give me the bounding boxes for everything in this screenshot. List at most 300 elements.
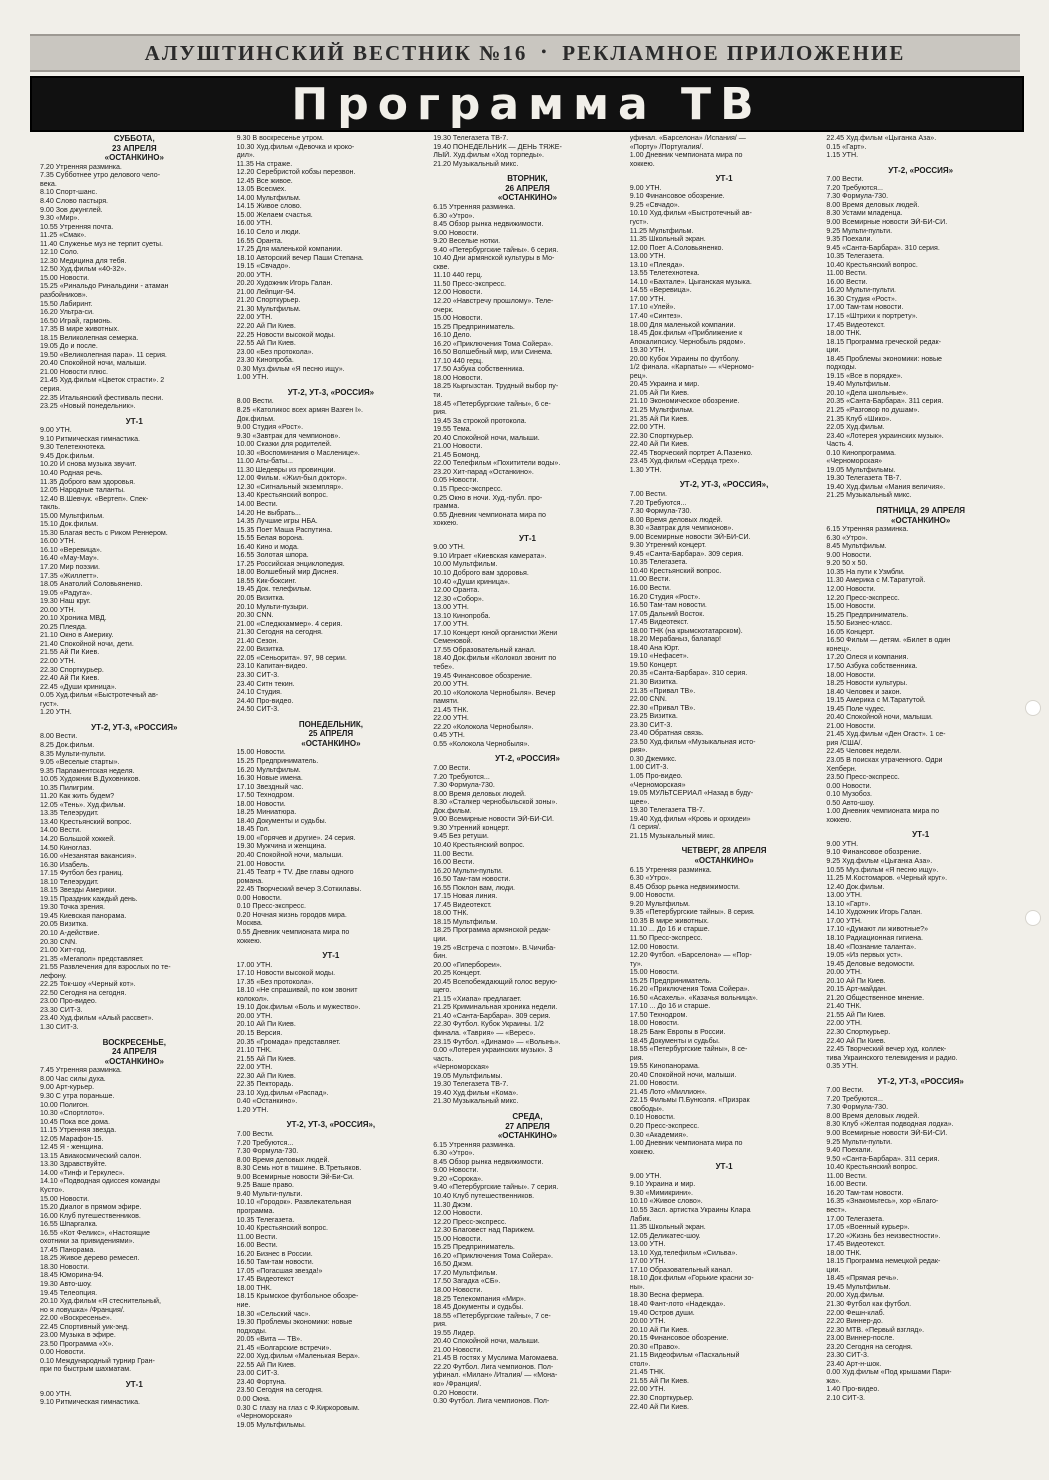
schedule-entry: 17.10 Образовательный канал. <box>629 1265 733 1274</box>
schedule-heading: УТ-1 <box>715 1162 733 1172</box>
schedule-entry: 19.15 Праздник каждый день. <box>40 894 138 903</box>
schedule-entry: 21.15 Видеофильм «Пасхальный <box>629 1351 740 1360</box>
schedule-entry: 16.10 «Веревица». <box>40 545 102 554</box>
schedule-entry: 20.00 Кубок Украины по футболу. <box>629 354 740 363</box>
schedule-entry: 14.15 Живое слово. <box>236 202 302 211</box>
schedule-entry: 10.40 Крестьянский вопрос. <box>826 1163 918 1172</box>
schedule-entry: 13.00 УТН. <box>629 252 666 261</box>
schedule-heading: «ОСТАНКИНО» <box>891 515 951 525</box>
schedule-entry: 7.35 Субботнее утро делового чело- <box>40 171 161 180</box>
schedule-entry: 22.30 Спорткурьер. <box>629 1393 694 1402</box>
schedule-entry: 15.00 Новости. <box>433 1234 483 1243</box>
schedule-entry: 22.35 Пекторадь. <box>236 1080 294 1089</box>
schedule-entry: 18.20 Мерабаныз, балапар! <box>629 635 722 644</box>
schedule-entry: 22.30 Спорткурьер. <box>826 1027 891 1036</box>
schedule-entry: 1.20 УТН. <box>236 1105 269 1114</box>
schedule-entry: 11.20 Как жить будем? <box>40 792 115 801</box>
schedule-entry: 10.45 Пока все дома. <box>40 1117 110 1126</box>
schedule-entry: 19.30 УТН. <box>629 346 666 355</box>
schedule-entry: 14.20 Большой хоккей. <box>40 834 116 843</box>
schedule-entry: 9.45 Док.фильм. <box>40 451 95 460</box>
schedule-entry: 18.30 Весна фермера. <box>629 1291 704 1300</box>
schedule-entry: 7.00 Вести. <box>826 175 864 184</box>
schedule-heading: ВТОРНИК, <box>507 174 548 184</box>
schedule-entry: 12.20 Серебристой кобзы перезвон. <box>236 168 356 177</box>
schedule-entry: 18.40 Ана Юрт. <box>629 643 680 652</box>
schedule-entry: 12.30 Медицина для тебя. <box>40 256 127 265</box>
schedule-entry: 17.25 Для маленькой компании. <box>236 245 343 254</box>
schedule-entry: 16.30 Изабель. <box>40 860 90 869</box>
schedule-entry: 20.15 Финансовое обозрение. <box>629 1334 729 1343</box>
schedule-entry: 19.05 До и после. <box>40 342 98 351</box>
schedule-entry: 23.50 Сегодня на сегодня. <box>236 1386 323 1395</box>
schedule-entry: 9.20 Мультфильм. <box>629 899 690 908</box>
schedule-entry: 23.20 Хит-парад «Останкино». <box>433 467 534 476</box>
schedule-entry: 9.30 «Мир». <box>40 214 80 223</box>
schedule-entry: 20.00 Худ.фильм. <box>826 1291 885 1300</box>
schedule-entry: 16.10 Село и люди. <box>236 228 301 237</box>
schedule-entry: 11.00 Вести. <box>433 849 474 858</box>
schedule-entry: 18.00 Волшебный мир Диснея. <box>236 568 339 577</box>
schedule-entry: 19.45 Телеопция. <box>40 1288 98 1297</box>
schedule-entry: 10.30 «Воспоминания о Масленице». <box>236 448 360 457</box>
schedule-entry: 10.00 Сказки для родителей. <box>236 440 332 449</box>
schedule-entry: 9.00 УТН. <box>40 426 72 435</box>
schedule-entry: 12.40 В.Шевчук. «Вертеп». Спек- <box>40 494 149 503</box>
schedule-entry: 0.30 Джемикс. <box>629 754 677 763</box>
schedule-entry: 15.25 Предприниматель. <box>433 322 515 331</box>
schedule-entry: 18.40 Фант-лото «Надежда». <box>629 1299 726 1308</box>
schedule-entry: «Черноморская» <box>433 1063 489 1072</box>
schedule-entry: 18.15 Программа греческой редак- <box>826 337 942 346</box>
schedule-entry: 20.40 Спокойной ночи, малыши. <box>629 1070 737 1079</box>
schedule-entry: 7.20 Требуются... <box>629 498 687 507</box>
schedule-entry: 19.45 Мультфильм. <box>826 1282 891 1291</box>
schedule-entry: 11.15 Утренняя звезда. <box>40 1126 117 1135</box>
schedule-entry: 2.10 СИТ-3. <box>826 1393 865 1402</box>
schedule-entry: 17.50 Азбука собственника. <box>433 365 525 374</box>
schedule-entry: 23.50 Пресс-экспресс. <box>826 773 900 782</box>
schedule-entry: 22.00 Визитка. <box>236 645 285 654</box>
schedule-entry: 8.30 Устами младенца. <box>826 209 903 218</box>
schedule-entry: 21.35 «Мегапол» представляет. <box>40 954 144 963</box>
schedule-entry: 0.00 Худ.фильм «Под крышами Пари- <box>826 1368 952 1377</box>
schedule-heading: 25 АПРЕЛЯ <box>308 729 354 739</box>
schedule-entry: 21.45 Худ.фильм «Ден Огаст». 1 се- <box>826 730 946 739</box>
schedule-entry: 19.15 «Все в порядке». <box>826 371 903 380</box>
schedule-entry: 0.55 Дневник чемпионата мира по <box>236 927 350 936</box>
schedule-entry: 16.50 Волшебный мир, или Синема. <box>433 348 553 357</box>
schedule-entry: 6.30 «Утро». <box>826 533 868 542</box>
schedule-entry: 22.45 Творческий вечер З.Соткилавы. <box>236 885 362 894</box>
schedule-heading: УТ-2, УТ-3, «РОССИЯ» <box>877 1076 964 1086</box>
schedule-entry: 0.20 Пресс-экспресс. <box>629 1121 700 1130</box>
schedule-entry: 18.25 Миниатюра. <box>236 808 297 817</box>
schedule-entry: 18.15 Звезды Америки. <box>40 886 117 895</box>
schedule-entry: 16.00 Клуб путешественников. <box>40 1211 141 1220</box>
schedule-entry: 18.30 Новости. <box>40 1262 90 1271</box>
schedule-entry: 10.05 Художник В.Духовников. <box>40 775 141 784</box>
schedule-entry: 9.45 «Санта-Барбара». 310 серия. <box>826 243 940 252</box>
schedule-heading: УТ-2, УТ-3, «РОССИЯ» <box>287 387 375 397</box>
schedule-entry: 18.00 Новости. <box>433 1286 483 1295</box>
schedule-entry: 22.00 УТН. <box>236 313 273 322</box>
schedule-entry: хоккею. <box>433 519 459 528</box>
schedule-entry: при по быстрым шахматам. <box>40 1365 132 1374</box>
schedule-entry: 20.00 УТН. <box>236 1011 273 1020</box>
schedule-entry: 9.35 Поехали. <box>826 235 873 244</box>
schedule-entry: Апокалипсису. Чернобыль рядом». <box>629 337 746 346</box>
schedule-entry: колокол». <box>236 994 269 1003</box>
schedule-entry: 19.30 Авто-шоу. <box>40 1280 92 1289</box>
schedule-entry: 18.00 ТНК. <box>236 1283 272 1292</box>
schedule-entry: 20.10 Ай Пи Киев. <box>236 1020 296 1029</box>
schedule-entry: 9.00 Всемирные новости ЭЙ-БИ-СИ. <box>826 217 948 226</box>
schedule-entry: 11.40 Служенье муз не терпит суеты. <box>40 239 163 248</box>
schedule-entry: 8.45 Обзор рынка недвижимости. <box>629 882 740 891</box>
schedule-entry: 23.25 «Новый понедельник». <box>40 402 136 411</box>
schedule-entry: 12.40 Док.фильм. <box>826 882 885 891</box>
schedule-entry: такль. <box>40 503 61 512</box>
schedule-entry: 1/2 финала. «Карпаты» — «Черномо- <box>629 363 754 372</box>
schedule-entry: 0.10 Международный турнир Гран- <box>40 1356 155 1365</box>
schedule-entry: 23.50 Худ.фильм «Музыкальная исто- <box>629 737 756 746</box>
schedule-entry: 24.50 СИТ-3. <box>236 705 280 714</box>
schedule-entry: 16.00 Вести. <box>629 583 671 592</box>
schedule-entry: 18.40 Док.фильм «Колокол звонит по <box>433 654 557 663</box>
schedule-entry: 12.05 Народные таланты. <box>40 486 126 495</box>
schedule-entry: 18.30 «Сельский час». <box>236 1309 311 1318</box>
schedule-entry: рец». <box>629 371 648 380</box>
schedule-entry: 16.00 УТН. <box>236 219 273 228</box>
schedule-entry: 21.45 Лото «Миллион». <box>629 1087 707 1096</box>
schedule-entry: 21.45 ТНК. <box>433 705 469 714</box>
schedule-entry: 7.30 Формула-730. <box>433 781 495 790</box>
schedule-entry: 18.15 Великолепная семерка. <box>40 333 139 342</box>
schedule-entry: 9.25 «Свчадо». <box>629 200 680 209</box>
schedule-entry: 7.20 Утренняя разминка. <box>40 162 122 171</box>
schedule-entry: 13.00 УТН. <box>826 891 863 900</box>
schedule-entry: 20.10 Хроника МВД. <box>40 614 107 623</box>
schedule-entry: 17.05 «Погасшая звезда!» <box>236 1266 323 1275</box>
schedule-entry: 0.45 УТН. <box>433 731 465 740</box>
schedule-heading: «ОСТАНКИНО» <box>104 153 164 163</box>
schedule-entry: 0.00 Окна. <box>236 1395 271 1404</box>
schedule-entry: /1 серия/. <box>629 823 661 832</box>
schedule-entry: 11.00 Вести. <box>629 575 671 584</box>
schedule-entry: 11.30 Америка с М.Таратутой. <box>826 576 926 585</box>
schedule-entry: 16.05 Концерт. <box>826 627 875 636</box>
schedule-entry: 19.40 Худ.фильм «Мания величия». <box>826 482 946 491</box>
schedule-entry: 23.10 Капитан-видео. <box>236 662 308 671</box>
schedule-entry: 0.30 С глазу на глаз с Ф.Киркоровым. <box>236 1403 360 1412</box>
schedule-entry: 1.40 Про-видео. <box>826 1385 880 1394</box>
schedule-entry: 8.00 Время деловых людей. <box>826 200 920 209</box>
schedule-entry: 20.40 Спокойной ночи, малыши. <box>433 1337 540 1346</box>
schedule-entry: 21.45 Бомонд. <box>433 450 481 459</box>
schedule-heading: «ОСТАНКИНО» <box>694 855 754 865</box>
schedule-entry: 9.00 Всемирные новости ЭЙ-БИ-СИ. <box>826 1129 948 1138</box>
schedule-entry: 21.00 Новости плюс. <box>40 367 108 376</box>
schedule-entry: ЛЫЙ. Худ.фильм «Ход торпеды». <box>433 151 544 160</box>
schedule-entry: памяти. <box>433 697 459 706</box>
schedule-entry: 18.45 Проблемы экономики: новые <box>826 354 942 363</box>
schedule-entry: 15.10 Док.фильм. <box>40 520 99 529</box>
schedule-entry: 0.55 «Колокола Чернобыля». <box>433 739 530 748</box>
schedule-entry: 1.00 Дневник чемпионата мира по <box>629 1139 743 1148</box>
schedule-entry: 17.45 Видеотекст <box>236 1275 294 1284</box>
schedule-entry: 0.00 Новости. <box>236 893 282 902</box>
schedule-entry: 23.40 Арт-н-шок. <box>826 1359 882 1368</box>
schedule-entry: 18.25 Банк Европы в России. <box>629 1027 726 1036</box>
schedule-entry: 22.30 Футбол. Кубок Украины. 1/2 <box>433 1020 544 1029</box>
schedule-entry: 20.45 Украина и мир. <box>629 380 700 389</box>
schedule-entry: 21.00 Новости. <box>236 859 286 868</box>
schedule-entry: 22.00 УТН. <box>236 1063 273 1072</box>
schedule-entry: 17.10 «Думают ли животные?» <box>826 925 929 934</box>
schedule-entry: 20.00 УТН. <box>40 605 76 614</box>
schedule-entry: 0.25 Окно в ночи. Худ.-публ. про- <box>433 493 543 502</box>
schedule-entry: 19.55 Тема. <box>433 425 472 434</box>
schedule-entry: 9.20 «Сорока». <box>433 1174 483 1183</box>
schedule-entry: «Черноморская» <box>629 780 686 789</box>
schedule-entry: 10.30 «Спортлото». <box>40 1109 105 1118</box>
schedule-entry: 16.55 Шпаргалка. <box>40 1220 98 1229</box>
schedule-entry: 12.00 Новости. <box>826 585 876 594</box>
schedule-entry: Док.фильм. <box>433 806 472 815</box>
schedule-entry: 13.10 «Гарт». <box>826 899 871 908</box>
schedule-entry: 18.45 «Прямая речь». <box>826 1274 899 1283</box>
schedule-entry: 23.05 В поисках утраченного. Одри <box>826 755 943 764</box>
schedule-entry: 8.25 «Католикос всех армян Вазген I». <box>236 406 363 414</box>
schedule-entry: 23.40 Фортуна. <box>236 1377 287 1386</box>
schedule-entry: скве. <box>433 262 450 271</box>
schedule-heading: «ОСТАНКИНО» <box>497 1131 558 1141</box>
schedule-entry: рия. <box>433 1320 447 1329</box>
schedule-entry: 17.00 УТН. <box>433 620 469 629</box>
schedule-entry: 11.25 Мультфильм. <box>629 226 694 235</box>
schedule-entry: 22.20 Ай Пи Киев. <box>236 322 296 331</box>
schedule-entry: 16.20 Студия «Рост». <box>629 592 701 601</box>
schedule-entry: 17.00 УТН. <box>826 916 863 925</box>
schedule-entry: 12.20 Пресс-экспресс. <box>433 1217 507 1226</box>
schedule-entry: 10.55 Засл. артистка Украины Клара <box>629 1205 751 1214</box>
schedule-heading: ВОСКРЕСЕНЬЕ, <box>102 1037 166 1047</box>
schedule-entry: 21.20 Спорткурьер. <box>236 296 301 305</box>
schedule-entry: хоккею. <box>826 815 852 824</box>
schedule-entry: 17.20 «Жизнь без неизвестности». <box>826 1231 941 1240</box>
schedule-entry: 10.35 Телегазета. <box>826 252 885 261</box>
schedule-entry: 8.00 Время деловых людей. <box>826 1111 920 1120</box>
schedule-entry: ти. <box>433 391 443 399</box>
schedule-entry: 23.50 Программа «Х». <box>40 1339 114 1348</box>
schedule-entry: 19.30 Телегазета ТВ-7. <box>629 806 705 815</box>
schedule-entry: 18.15 Программа немецкой редак- <box>826 1257 941 1266</box>
schedule-entry: «Порту» /Португалия/. <box>629 142 704 151</box>
schedule-entry: 8.40 Слово пастыря. <box>40 196 109 205</box>
schedule-entry: 10.10 Доброго вам здоровья. <box>433 568 529 577</box>
schedule-entry: 22.00 УТН. <box>629 423 666 432</box>
schedule-heading: СРЕДА, <box>512 1111 543 1121</box>
schedule-entry: 7.30 Формула-730. <box>826 192 889 201</box>
schedule-entry: 22.20 Виннер-до. <box>826 1317 883 1326</box>
schedule-entry: 11.00 Вести. <box>236 1232 278 1241</box>
schedule-entry: разбойников». <box>40 290 88 299</box>
schedule-entry: 19.45 За строкой протокола. <box>433 416 527 425</box>
schedule-entry: 7.30 Формула-730. <box>236 1147 299 1156</box>
schedule-entry: 17.10 «Улей». <box>629 303 676 312</box>
schedule-entry: рия». <box>629 746 648 755</box>
schedule-entry: 19.55 Кинопанорама. <box>629 1062 700 1071</box>
schedule-entry: романа. <box>236 876 264 885</box>
schedule-entry: 21.25 Криминальная хроника недели. <box>433 1003 558 1012</box>
schedule-entry: 11.30 Шедевры из провинции. <box>236 465 336 474</box>
schedule-entry: 10.10 «Городок». Развлекательная <box>236 1198 352 1207</box>
schedule-entry: 9.10 Финансовое обозрение. <box>826 848 922 857</box>
schedule-entry: 16.20 Мульти-пульти. <box>433 866 503 875</box>
schedule-entry: 14.35 Лучшие игры НБА. <box>236 517 318 526</box>
schedule-entry: 19.15 «Свчадо». <box>236 262 291 271</box>
schedule-heading: УТ-2, УТ-3, «РОССИЯ», <box>286 1120 376 1130</box>
schedule-entry: 21.15 Музыкальный микс. <box>629 831 715 840</box>
schedule-entry: свободы». <box>629 1104 664 1113</box>
schedule-entry: уфинал. «Барселона» /Испания/ — <box>629 134 746 142</box>
schedule-entry: 19.40 Худ.фильм «Кровь и орхидеи» <box>629 814 751 823</box>
schedule-entry: 12.30 «Сигнальный экземпляр». <box>236 482 344 491</box>
schedule-entry: 13.30 Здравствуйте. <box>40 1160 107 1169</box>
schedule-entry: 6.15 Утренняя разминка. <box>826 525 909 534</box>
schedule-entry: 17.00 Там-там новости. <box>826 303 904 312</box>
schedule-entry: 8.00 Вести. <box>40 732 78 741</box>
schedule-entry: 18.45 Юморина-94. <box>40 1271 104 1280</box>
schedule-entry: 10.10 «Живое слово». <box>629 1197 703 1206</box>
schedule-entry: 17.45 Видеотекст. <box>826 1240 885 1249</box>
schedule-entry: 9.30 «Мимикрини». <box>629 1188 694 1197</box>
schedule-entry: 16.40 «Мау-Мау». <box>40 554 99 563</box>
schedule-heading: УТ-1 <box>125 416 143 426</box>
schedule-entry: 19.40 ПОНЕДЕЛЬНИК — ДЕНЬ ТЯЖЕ- <box>433 142 562 151</box>
schedule-entry: стол». <box>629 1359 651 1368</box>
schedule-entry: 16.00 Вести. <box>433 858 475 867</box>
schedule-entry: 21.20 Музыкальный микс. <box>433 159 519 168</box>
schedule-entry: 21.55 Развлечения для взрослых по те- <box>40 963 171 972</box>
schedule-entry: 23.00 «Без протокола». <box>236 347 314 356</box>
schedule-entry: лефону. <box>40 971 67 980</box>
schedule-entry: 10.40 Дни армянской культуры в Мо- <box>433 254 555 263</box>
binder-hole <box>1025 910 1041 926</box>
schedule-entry: 18.10 «Не спрашивай, по ком звонит <box>236 986 358 995</box>
schedule-entry: 23.40 «Лотерея украинских музык». <box>826 431 944 440</box>
schedule-entry: 9.00 УТН. <box>40 1389 72 1398</box>
schedule-entry: 9.00 Арт-курьер. <box>40 1083 95 1092</box>
schedule-entry: щего. <box>433 986 452 995</box>
schedule-entry: 22.20 Футбол. Лига чемпионов. Пол- <box>433 1362 554 1371</box>
schedule-entry: 18.25 Новости культуры. <box>826 679 908 688</box>
schedule-entry: 22.30 МТВ. «Первый взгляд». <box>826 1325 925 1334</box>
schedule-entry: 17.55 Образовательный канал. <box>433 645 536 654</box>
schedule-entry: ту». <box>629 959 643 968</box>
schedule-entry: 17.15 «Штрихи к портрету». <box>826 311 918 320</box>
schedule-entry: 20.00 УТН. <box>236 270 273 279</box>
schedule-entry: 0.55 Дневник чемпионата мира по <box>433 510 546 519</box>
schedule-entry: 16.20 Бизнес в России. <box>236 1249 313 1258</box>
schedule-heading: УТ-1 <box>322 951 340 961</box>
schedule-entry: 9.35 Парламентская неделя. <box>40 766 135 775</box>
schedule-entry: 23.20 Сегодня на сегодня. <box>826 1342 913 1351</box>
schedule-entry: 21.55 Ай Пи Киев. <box>40 648 100 657</box>
schedule-entry: 18.25 Живое дерево ремесел. <box>40 1254 140 1263</box>
schedule-entry: 19.30 Телегазета ТВ-7. <box>433 134 509 142</box>
schedule-entry: 7.00 Вести. <box>826 1086 864 1095</box>
schedule-entry: 6.30 «Утро». <box>433 211 475 220</box>
schedule-entry: 15.00 Мультфильм. <box>40 511 105 520</box>
schedule-entry: ции. <box>433 935 448 943</box>
schedule-entry: 7.00 Вести. <box>629 489 667 498</box>
schedule-entry: 14.55 «Веревица». <box>629 286 692 295</box>
schedule-entry: 9.45 «Санта-Барбара». 309 серия. <box>629 549 744 558</box>
schedule-entry: 9.30 «Завтрак для чемпионов». <box>236 431 341 440</box>
schedule-entry: 17.00 Телегазета. <box>826 1214 885 1223</box>
schedule-entry: густ». <box>629 217 649 226</box>
schedule-entry: 23.10 Худ.фильм «Распад». <box>236 1088 329 1097</box>
schedule-heading: УТ-2, УТ-3, «РОССИЯ» <box>91 722 178 732</box>
schedule-entry: 21.40 «Санта-Барбара». 309 серия. <box>433 1011 551 1020</box>
schedule-entry: 20.15 Версия. <box>236 1029 283 1038</box>
schedule-entry: серия. <box>40 385 62 393</box>
schedule-entry: 9.30 С утра пораньше. <box>40 1091 115 1100</box>
schedule-entry: 19.25 «Встреча с поэтом». В.Чичиба- <box>433 943 556 952</box>
schedule-entry: 18.25 Программа армянской редак- <box>433 926 551 935</box>
schedule-entry: 20.25 Концерт. <box>433 969 482 978</box>
schedule-entry: 21.30 Мультфильм. <box>236 304 301 313</box>
schedule-entry: Док.фильм. <box>236 414 275 423</box>
schedule-entry: «Черноморская» <box>826 457 883 466</box>
schedule-heading: 26 АПРЕЛЯ <box>505 183 550 193</box>
schedule-entry: 0.10 Музобоз. <box>826 790 872 799</box>
schedule-heading: УТ-2, «РОССИЯ» <box>495 754 560 764</box>
schedule-entry: 23.30 Кинопроба. <box>236 356 294 365</box>
schedule-entry: 18.45 Документы и судьбы. <box>629 1036 720 1045</box>
schedule-entry: 8.10 Спорт-шанс. <box>40 188 98 197</box>
schedule-entry: 0.35 УТН. <box>826 1062 859 1071</box>
schedule-entry: 7.00 Вести. <box>236 1130 274 1139</box>
schedule-entry: 20.10 «Дела школьные». <box>826 388 908 397</box>
schedule-entry: 18.45 «Петербургские тайны», 6 се- <box>433 399 551 408</box>
schedule-entry: 14.50 Киноглаз. <box>40 843 92 852</box>
tv-program-banner <box>30 76 1024 132</box>
schedule-entry: 11.35 На страже. <box>236 159 293 168</box>
schedule-entry: 10.20 И снова музыка звучит. <box>40 460 137 469</box>
schedule-entry: 0.00 Новости. <box>40 1348 86 1357</box>
schedule-entry: 17.20 Мультфильм. <box>433 1268 498 1277</box>
schedule-entry: 13.00 УТН. <box>629 1240 666 1249</box>
schedule-entry: 21.40 Сезон. <box>236 636 279 645</box>
schedule-entry: 17.10 ... До 16 и старше. <box>629 1002 711 1011</box>
schedule-entry: 10.35 В мире животных. <box>629 916 709 925</box>
schedule-entry: 20.15 Арт-майдан. <box>826 985 887 994</box>
schedule-entry: 21.55 Ай Пи Киев. <box>629 1376 689 1385</box>
schedule-entry: 22.40 Ай Пи Киев. <box>826 1036 886 1045</box>
schedule-entry: 22.45 Человек недели. <box>826 747 902 756</box>
schedule-entry: уфинал. «Милан» /Италия/ — «Мона- <box>433 1371 558 1380</box>
schedule-entry: 16.00 УТН. <box>40 537 76 546</box>
schedule-entry: 21.10 ТНК. <box>236 1046 272 1055</box>
schedule-entry: 16.20 «Приключения Тома Сойера». <box>629 985 750 994</box>
schedule-entry: 14.00 Вести. <box>236 500 278 509</box>
schedule-entry: 15.20 Диалог в прямом эфире. <box>40 1203 142 1212</box>
schedule-entry: 17.45 Видеотекст. <box>433 900 492 909</box>
schedule-entry: 21.45 «Болгарские встречи». <box>236 1343 332 1352</box>
